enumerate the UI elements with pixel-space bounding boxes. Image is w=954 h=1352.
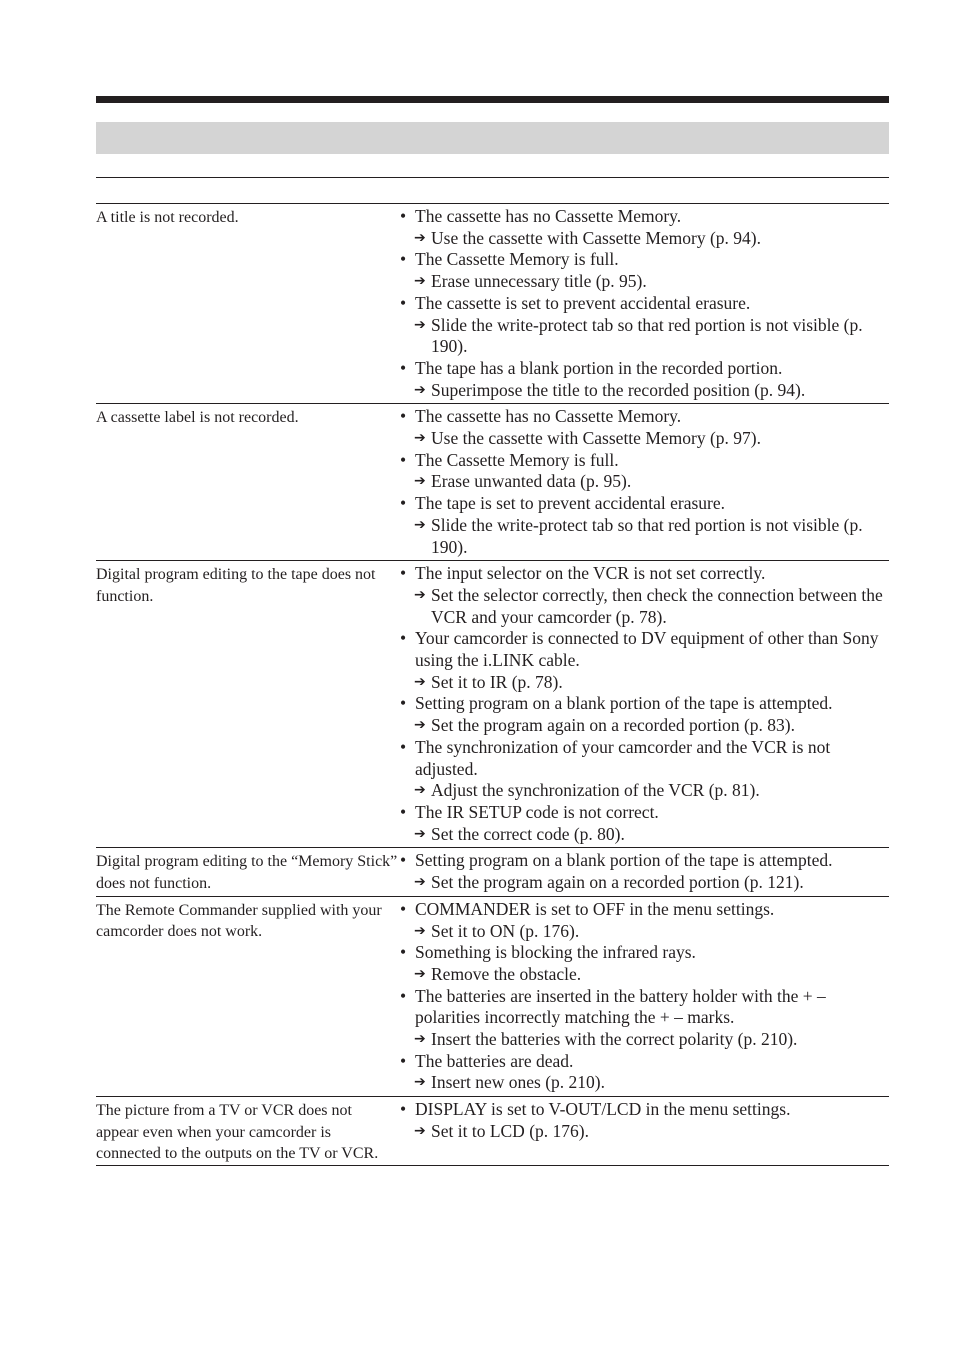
bullet-icon: • <box>400 249 407 270</box>
bullet-icon: • <box>400 357 407 378</box>
remedy-text: Set the program again on a recorded portion (p. 121). <box>431 872 804 893</box>
arrow-icon: ➔ <box>414 1122 426 1139</box>
bullet-icon: • <box>400 449 407 470</box>
remedy-text: Erase unnecessary title (p. 95). <box>431 271 647 292</box>
bullet-icon: • <box>400 801 407 822</box>
bullet-icon: • <box>400 942 407 963</box>
cause-item <box>398 942 889 964</box>
causes-cell <box>398 848 889 895</box>
bullet-icon: • <box>400 985 407 1006</box>
cause-item <box>398 206 889 228</box>
table-row <box>96 896 889 1096</box>
cause-text: The synchronization of your camcorder and the VCR is not adjusted. <box>415 736 831 779</box>
top-rule <box>96 96 889 103</box>
remedy-text: Set the selector correctly, then check the connection between the VCR and your camcorder (p. 78). <box>431 584 883 627</box>
arrow-icon: ➔ <box>414 586 426 603</box>
cause-text: The batteries are dead. <box>415 1050 574 1071</box>
arrow-icon: ➔ <box>414 273 426 290</box>
symptom-text: A cassette label is not recorded. <box>96 409 299 427</box>
remedy-item <box>398 471 889 493</box>
bullet-icon: • <box>400 1050 407 1071</box>
remedy-item <box>398 585 889 628</box>
cause-item <box>398 1099 889 1121</box>
remedy-text: Set it to IR (p. 78). <box>431 671 563 692</box>
cause-item <box>398 493 889 515</box>
arrow-icon: ➔ <box>414 430 426 447</box>
cause-text: The IR SETUP code is not correct. <box>415 801 659 822</box>
causes-cell <box>398 204 889 403</box>
cause-item <box>398 737 889 780</box>
arrow-icon: ➔ <box>414 381 426 398</box>
cause-item <box>398 850 889 872</box>
table-row <box>96 403 889 560</box>
causes-cell <box>398 561 889 847</box>
cause-text: The Cassette Memory is full. <box>415 249 619 270</box>
remedy-text: Remove the obstacle. <box>431 963 582 984</box>
section-header-band <box>96 122 889 154</box>
remedy-text: Set the program again on a recorded portion (p. 83). <box>431 715 795 736</box>
remedy-text: Use the cassette with Cassette Memory (p. 94). <box>431 227 761 248</box>
remedy-text: Insert new ones (p. 210). <box>431 1072 605 1093</box>
arrow-icon: ➔ <box>414 473 426 490</box>
table-header-rule <box>96 177 889 178</box>
bullet-icon: • <box>400 292 407 313</box>
cause-text: The tape has a blank portion in the recorded portion. <box>415 357 783 378</box>
cause-item <box>398 563 889 585</box>
cause-text: The cassette has no Cassette Memory. <box>415 206 682 226</box>
remedy-item <box>398 271 889 293</box>
remedy-item <box>398 672 889 694</box>
bullet-icon: • <box>400 1099 407 1120</box>
remedy-text: Use the cassette with Cassette Memory (p. 97). <box>431 428 761 449</box>
arrow-icon: ➔ <box>414 1074 426 1091</box>
arrow-icon: ➔ <box>414 717 426 734</box>
cause-item <box>398 293 889 315</box>
table-row <box>96 847 889 895</box>
bullet-icon: • <box>400 850 407 871</box>
arrow-icon: ➔ <box>414 1031 426 1048</box>
symptom-text: Digital program editing to the tape does not function. <box>96 566 376 605</box>
cause-text: The cassette has no Cassette Memory. <box>415 406 682 427</box>
remedy-item <box>398 428 889 450</box>
remedy-item <box>398 780 889 802</box>
remedy-item <box>398 515 889 558</box>
remedy-text: Slide the write-protect tab so that red portion is not visible (p. 190). <box>431 514 863 557</box>
cause-text: The input selector on the VCR is not set correctly. <box>415 563 766 584</box>
remedy-text: Erase unwanted data (p. 95). <box>431 471 632 492</box>
cause-item <box>398 986 889 1029</box>
arrow-icon: ➔ <box>414 673 426 690</box>
cause-text: Your camcorder is connected to DV equipment of other than Sony using the i.LINK cable. <box>415 628 879 671</box>
cause-item <box>398 628 889 671</box>
table-row <box>96 1096 889 1166</box>
cause-item <box>398 406 889 428</box>
remedy-item <box>398 1072 889 1094</box>
remedy-text: Set it to ON (p. 176). <box>431 920 580 941</box>
cause-item <box>398 358 889 380</box>
symptom-text: The picture from a TV or VCR does not appear even when your camcorder is connected to the outputs on the TV or VCR. <box>96 1102 379 1163</box>
remedy-item <box>398 872 889 894</box>
remedy-item <box>398 921 889 943</box>
cause-text: DISPLAY is set to V-OUT/LCD in the menu settings. <box>415 1099 791 1120</box>
bullet-icon: • <box>400 206 407 226</box>
causes-cell <box>398 1097 889 1165</box>
bullet-icon: • <box>400 563 407 584</box>
cause-item <box>398 802 889 824</box>
remedy-item <box>398 1029 889 1051</box>
bullet-icon: • <box>400 493 407 514</box>
causes-cell <box>398 897 889 1096</box>
causes-cell <box>398 404 889 560</box>
remedy-text: Insert the batteries with the correct polarity (p. 210). <box>431 1029 798 1050</box>
cause-text: The Cassette Memory is full. <box>415 449 619 470</box>
cause-item <box>398 693 889 715</box>
cause-text: Setting program on a blank portion of the tape is attempted. <box>415 693 833 714</box>
remedy-item <box>398 228 889 250</box>
arrow-icon: ➔ <box>414 922 426 939</box>
remedy-item <box>398 715 889 737</box>
arrow-icon: ➔ <box>414 782 426 799</box>
arrow-icon: ➔ <box>414 229 426 246</box>
bullet-icon: • <box>400 898 407 919</box>
arrow-icon: ➔ <box>414 516 426 533</box>
bullet-icon: • <box>400 628 407 649</box>
remedy-item <box>398 964 889 986</box>
cause-text: Something is blocking the infrared rays. <box>415 942 696 963</box>
symptom-text: A title is not recorded. <box>96 209 239 226</box>
remedy-text: Slide the write-protect tab so that red portion is not visible (p. 190). <box>431 314 863 357</box>
remedy-text: Set the correct code (p. 80). <box>431 823 625 844</box>
bullet-icon: • <box>400 406 407 427</box>
remedy-item <box>398 380 889 402</box>
remedy-text: Set it to LCD (p. 176). <box>431 1120 589 1141</box>
symptom-text: The Remote Commander supplied with your camcorder does not work. <box>96 901 382 941</box>
arrow-icon: ➔ <box>414 825 426 842</box>
symptom-text: Digital program editing to the “Memory Stick” does not function. <box>96 853 398 892</box>
cause-text: The cassette is set to prevent accidental erasure. <box>415 292 751 313</box>
remedy-text: Adjust the synchronization of the VCR (p. 81). <box>431 780 760 801</box>
arrow-icon: ➔ <box>414 316 426 333</box>
remedy-item <box>398 1121 889 1143</box>
cause-text: COMMANDER is set to OFF in the menu settings. <box>415 898 775 919</box>
table-row <box>96 203 889 403</box>
cause-item <box>398 899 889 921</box>
cause-text: Setting program on a blank portion of the tape is attempted. <box>415 850 833 871</box>
cause-item <box>398 249 889 271</box>
cause-text: The tape is set to prevent accidental erasure. <box>415 493 725 514</box>
cause-text: The batteries are inserted in the battery holder with the + – polarities incorrectly matching the + – marks. <box>415 985 826 1028</box>
remedy-item <box>398 824 889 846</box>
remedy-item <box>398 315 889 358</box>
troubleshooting-table <box>96 203 889 1166</box>
cause-item <box>398 1051 889 1073</box>
arrow-icon: ➔ <box>414 874 426 891</box>
remedy-text: Superimpose the title to the recorded position (p. 94). <box>431 379 806 400</box>
bullet-icon: • <box>400 693 407 714</box>
table-row <box>96 560 889 847</box>
arrow-icon: ➔ <box>414 965 426 982</box>
bullet-icon: • <box>400 736 407 757</box>
cause-item <box>398 450 889 472</box>
